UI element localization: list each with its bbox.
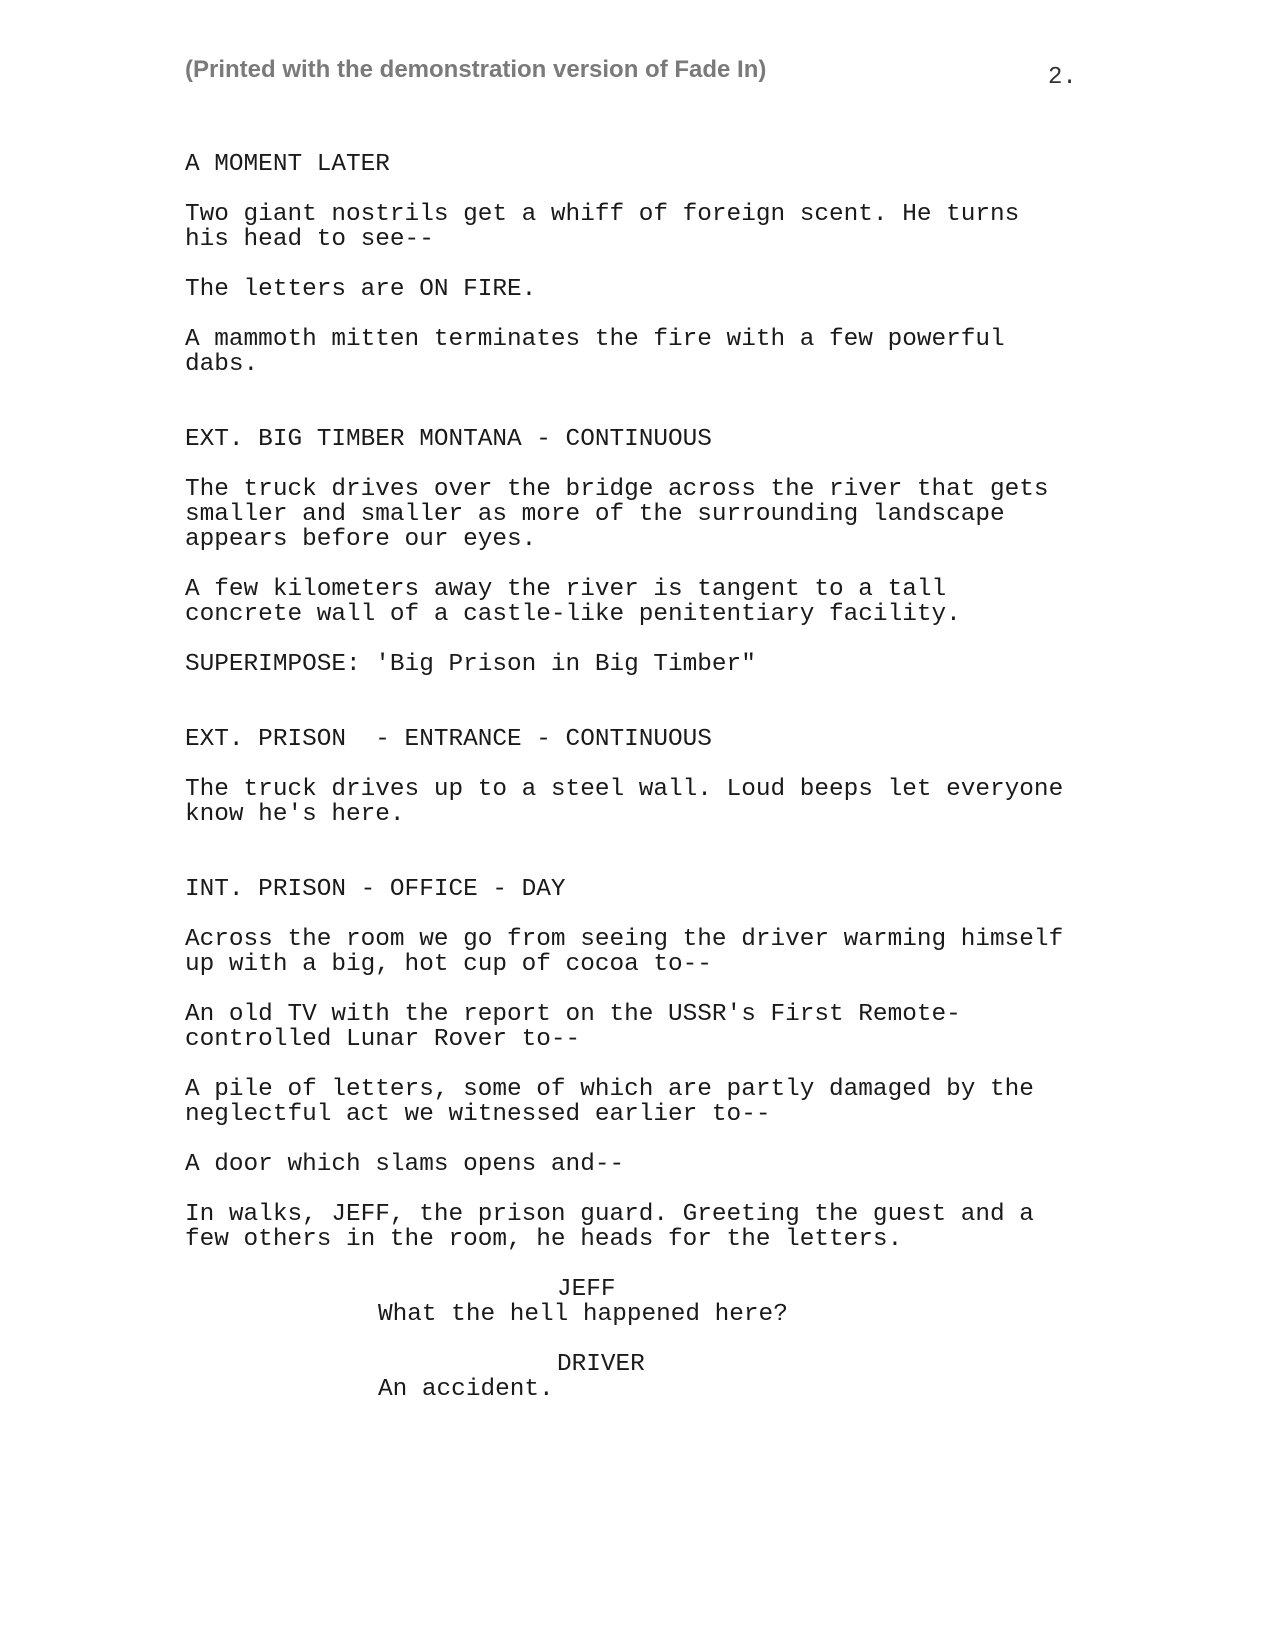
action-line: An old TV with the report on the USSR's First Remote- <box>185 1001 961 1028</box>
action-line: The truck drives over the bridge across the river that gets <box>185 476 1049 503</box>
action-block <box>185 1077 1095 1127</box>
action-block <box>185 1152 1095 1177</box>
character-name: JEFF <box>557 1276 616 1303</box>
action-line: A few kilometers away the river is tangent to a tall <box>185 576 947 603</box>
action-line: dabs. <box>185 351 259 378</box>
action-line: appears before our eyes. <box>185 526 537 553</box>
superimpose-line: SUPERIMPOSE: 'Big Prison in Big Timber" <box>185 651 756 678</box>
scene-heading-line: EXT. BIG TIMBER MONTANA - CONTINUOUS <box>185 426 712 453</box>
action-line: know he's here. <box>185 801 405 828</box>
action-block <box>185 777 1095 827</box>
dialogue-line: An accident. <box>378 1376 554 1403</box>
dialogue-line: What the hell happened here? <box>378 1301 788 1328</box>
demo-watermark: (Printed with the demonstration version of Fade In) <box>185 56 767 83</box>
action-line: controlled Lunar Rover to-- <box>185 1026 581 1053</box>
screenplay-body <box>185 152 1095 1402</box>
scene-heading <box>185 877 1095 902</box>
page-number: 2. <box>1048 64 1077 91</box>
action-line: A mammoth mitten terminates the fire with a few powerful <box>185 326 1005 353</box>
character-name: DRIVER <box>557 1351 645 1378</box>
action-line: Across the room we go from seeing the driver warming himself <box>185 926 1064 953</box>
scene-heading <box>185 727 1095 752</box>
action-block <box>185 1002 1095 1052</box>
action-line: Two giant nostrils get a whiff of foreign scent. He turns <box>185 201 1020 228</box>
scene-heading <box>185 152 1095 177</box>
action-line: neglectful act we witnessed earlier to-- <box>185 1101 771 1128</box>
action-block <box>185 577 1095 627</box>
action-line: few others in the room, he heads for the letters. <box>185 1226 903 1253</box>
dialogue-block <box>185 1277 1095 1327</box>
action-block <box>185 927 1095 977</box>
action-block <box>185 652 1095 677</box>
scene-heading-line: A MOMENT LATER <box>185 151 390 178</box>
action-block <box>185 477 1095 552</box>
action-line: smaller and smaller as more of the surrounding landscape <box>185 501 1005 528</box>
action-line: his head to see-- <box>185 226 434 253</box>
action-block <box>185 277 1095 302</box>
scene-heading-line: INT. PRISON - OFFICE - DAY <box>185 876 566 903</box>
action-block <box>185 1202 1095 1252</box>
action-line: In walks, JEFF, the prison guard. Greeting the guest and a <box>185 1201 1034 1228</box>
action-line: The truck drives up to a steel wall. Loud beeps let everyone <box>185 776 1064 803</box>
action-line: A door which slams opens and-- <box>185 1151 625 1178</box>
action-line: concrete wall of a castle-like penitentiary facility. <box>185 601 961 628</box>
scene-heading <box>185 427 1095 452</box>
action-line: A pile of letters, some of which are partly damaged by the <box>185 1076 1034 1103</box>
action-line: The letters are ON FIRE. <box>185 276 537 303</box>
action-block <box>185 202 1095 252</box>
scene-heading-line: EXT. PRISON - ENTRANCE - CONTINUOUS <box>185 726 712 753</box>
dialogue-block <box>185 1352 1095 1402</box>
action-block <box>185 327 1095 377</box>
action-line: up with a big, hot cup of cocoa to-- <box>185 951 712 978</box>
